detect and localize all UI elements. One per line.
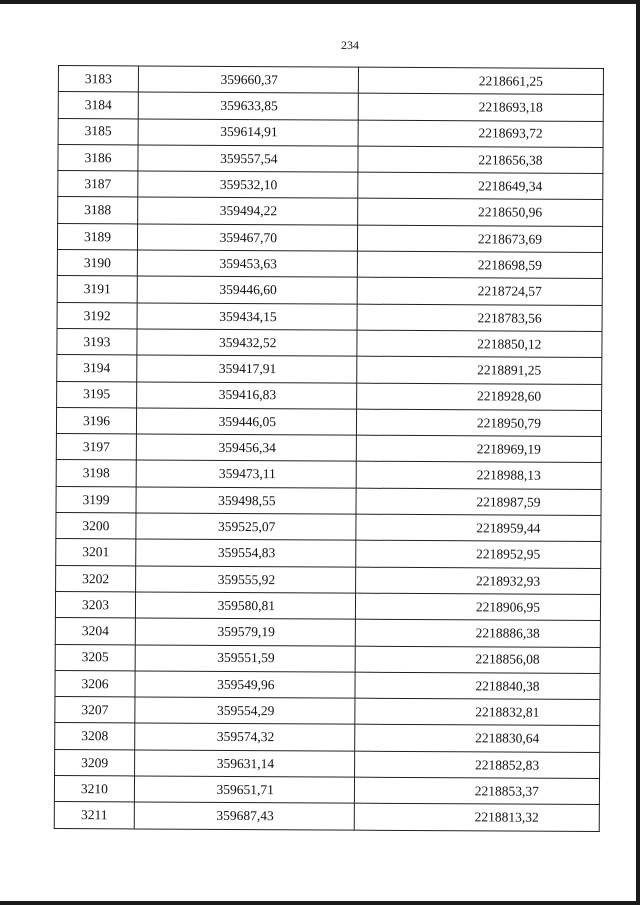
x-coordinate-cell: 359614,91 bbox=[138, 119, 358, 147]
x-coordinate-cell: 359498,55 bbox=[136, 487, 356, 515]
y-coordinate-cell: 2218906,95 bbox=[355, 593, 600, 621]
scan-edge-bottom bbox=[0, 901, 640, 905]
y-coordinate-cell: 2218959,44 bbox=[356, 514, 601, 542]
table-row bbox=[58, 197, 603, 226]
point-number-cell: 3196 bbox=[56, 407, 136, 434]
y-coordinate-cell: 2218832,81 bbox=[355, 698, 600, 726]
point-number-cell: 3211 bbox=[54, 802, 134, 829]
y-coordinate-cell: 2218988,13 bbox=[356, 462, 601, 490]
point-number-cell: 3203 bbox=[55, 591, 135, 618]
x-coordinate-cell: 359549,96 bbox=[135, 671, 355, 699]
x-coordinate-cell: 359557,54 bbox=[138, 145, 358, 173]
point-number-cell: 3191 bbox=[57, 276, 137, 303]
x-coordinate-cell: 359687,43 bbox=[134, 802, 354, 830]
point-number-cell: 3198 bbox=[56, 460, 136, 487]
table-row bbox=[58, 144, 603, 173]
y-coordinate-cell: 2218856,08 bbox=[355, 646, 600, 674]
table-row bbox=[57, 223, 602, 252]
point-number-cell: 3193 bbox=[57, 328, 137, 355]
x-coordinate-cell: 359631,14 bbox=[135, 750, 355, 778]
scan-edge-right bbox=[636, 0, 640, 905]
x-coordinate-cell: 359532,10 bbox=[138, 171, 358, 199]
table-row bbox=[55, 618, 600, 647]
x-coordinate-cell: 359473,11 bbox=[136, 460, 356, 488]
table-row bbox=[56, 460, 601, 489]
table-row bbox=[55, 723, 600, 752]
x-coordinate-cell: 359554,29 bbox=[135, 697, 355, 725]
x-coordinate-cell: 359446,05 bbox=[136, 408, 356, 436]
table-row bbox=[57, 381, 602, 410]
x-coordinate-cell: 359432,52 bbox=[137, 329, 357, 357]
x-coordinate-cell: 359417,91 bbox=[137, 355, 357, 383]
point-number-cell: 3192 bbox=[57, 302, 137, 329]
x-coordinate-cell: 359555,92 bbox=[136, 566, 356, 594]
y-coordinate-cell: 2218650,96 bbox=[358, 199, 603, 227]
table-row bbox=[56, 513, 601, 542]
table-row bbox=[56, 407, 601, 436]
table-row bbox=[57, 276, 602, 305]
point-number-cell: 3200 bbox=[56, 513, 136, 540]
table-row bbox=[55, 670, 600, 699]
point-number-cell: 3194 bbox=[57, 355, 137, 382]
table-row bbox=[57, 250, 602, 279]
x-coordinate-cell: 359494,22 bbox=[138, 197, 358, 225]
point-number-cell: 3184 bbox=[58, 92, 138, 119]
table-row bbox=[57, 328, 602, 357]
point-number-cell: 3197 bbox=[56, 434, 136, 461]
table-row bbox=[55, 749, 600, 778]
point-number-cell: 3183 bbox=[58, 66, 138, 93]
x-coordinate-cell: 359467,70 bbox=[137, 224, 357, 252]
y-coordinate-cell: 2218649,34 bbox=[358, 172, 603, 200]
point-number-cell: 3189 bbox=[57, 223, 137, 250]
y-coordinate-cell: 2218830,64 bbox=[355, 725, 600, 753]
scan-edge-top bbox=[0, 0, 640, 4]
y-coordinate-cell: 2218698,59 bbox=[357, 251, 602, 279]
table-row bbox=[58, 171, 603, 200]
point-number-cell: 3201 bbox=[56, 539, 136, 566]
coordinates-table-body bbox=[54, 66, 603, 832]
table-row bbox=[56, 486, 601, 515]
y-coordinate-cell: 2218840,38 bbox=[355, 672, 600, 700]
y-coordinate-cell: 2218673,69 bbox=[357, 225, 602, 253]
x-coordinate-cell: 359580,81 bbox=[135, 592, 355, 620]
y-coordinate-cell: 2218950,79 bbox=[356, 409, 601, 437]
y-coordinate-cell: 2218693,18 bbox=[358, 93, 603, 121]
point-number-cell: 3206 bbox=[55, 670, 135, 697]
point-number-cell: 3202 bbox=[56, 565, 136, 592]
x-coordinate-cell: 359525,07 bbox=[136, 513, 356, 541]
point-number-cell: 3207 bbox=[55, 697, 135, 724]
point-number-cell: 3208 bbox=[55, 723, 135, 750]
point-number-cell: 3210 bbox=[54, 776, 134, 803]
table-row bbox=[58, 118, 603, 147]
y-coordinate-cell: 2218987,59 bbox=[356, 488, 601, 516]
x-coordinate-cell: 359660,37 bbox=[138, 66, 358, 94]
point-number-cell: 3190 bbox=[57, 250, 137, 277]
y-coordinate-cell: 2218783,56 bbox=[357, 304, 602, 332]
table-row bbox=[57, 302, 602, 331]
y-coordinate-cell: 2218852,83 bbox=[355, 751, 600, 779]
point-number-cell: 3188 bbox=[58, 197, 138, 224]
y-coordinate-cell: 2218928,60 bbox=[357, 383, 602, 411]
x-coordinate-cell: 359453,63 bbox=[137, 250, 357, 278]
coordinates-table bbox=[54, 65, 604, 832]
x-coordinate-cell: 359554,83 bbox=[136, 539, 356, 567]
x-coordinate-cell: 359651,71 bbox=[134, 776, 354, 804]
y-coordinate-cell: 2218850,12 bbox=[357, 330, 602, 358]
y-coordinate-cell: 2218932,93 bbox=[356, 567, 601, 595]
y-coordinate-cell: 2218813,32 bbox=[354, 803, 599, 831]
table-row bbox=[56, 565, 601, 594]
y-coordinate-cell: 2218693,72 bbox=[358, 120, 603, 148]
y-coordinate-cell: 2218656,38 bbox=[358, 146, 603, 174]
y-coordinate-cell: 2218853,37 bbox=[354, 777, 599, 805]
x-coordinate-cell: 359434,15 bbox=[137, 303, 357, 331]
point-number-cell: 3209 bbox=[55, 749, 135, 776]
coordinates-table-wrapper bbox=[54, 65, 608, 832]
table-row bbox=[57, 355, 602, 384]
x-coordinate-cell: 359574,32 bbox=[135, 723, 355, 751]
y-coordinate-cell: 2218891,25 bbox=[357, 356, 602, 384]
point-number-cell: 3205 bbox=[55, 644, 135, 671]
point-number-cell: 3195 bbox=[57, 381, 137, 408]
x-coordinate-cell: 359446,60 bbox=[137, 276, 357, 304]
y-coordinate-cell: 2218661,25 bbox=[358, 67, 603, 95]
table-row bbox=[56, 434, 601, 463]
point-number-cell: 3185 bbox=[58, 118, 138, 145]
table-row bbox=[58, 66, 603, 95]
y-coordinate-cell: 2218886,38 bbox=[355, 619, 600, 647]
x-coordinate-cell: 359551,59 bbox=[135, 644, 355, 672]
y-coordinate-cell: 2218969,19 bbox=[356, 435, 601, 463]
point-number-cell: 3186 bbox=[58, 144, 138, 171]
y-coordinate-cell: 2218952,95 bbox=[356, 541, 601, 569]
x-coordinate-cell: 359633,85 bbox=[138, 92, 358, 120]
x-coordinate-cell: 359579,19 bbox=[135, 618, 355, 646]
table-row bbox=[54, 776, 599, 805]
point-number-cell: 3187 bbox=[58, 171, 138, 198]
table-row bbox=[56, 539, 601, 568]
y-coordinate-cell: 2218724,57 bbox=[357, 278, 602, 306]
table-row bbox=[55, 644, 600, 673]
page-number: 234 bbox=[341, 38, 359, 52]
point-number-cell: 3204 bbox=[55, 618, 135, 645]
table-row bbox=[54, 802, 599, 831]
point-number-cell: 3199 bbox=[56, 486, 136, 513]
x-coordinate-cell: 359416,83 bbox=[137, 382, 357, 410]
x-coordinate-cell: 359456,34 bbox=[136, 434, 356, 462]
table-row bbox=[55, 697, 600, 726]
table-row bbox=[58, 92, 603, 121]
table-row bbox=[55, 591, 600, 620]
